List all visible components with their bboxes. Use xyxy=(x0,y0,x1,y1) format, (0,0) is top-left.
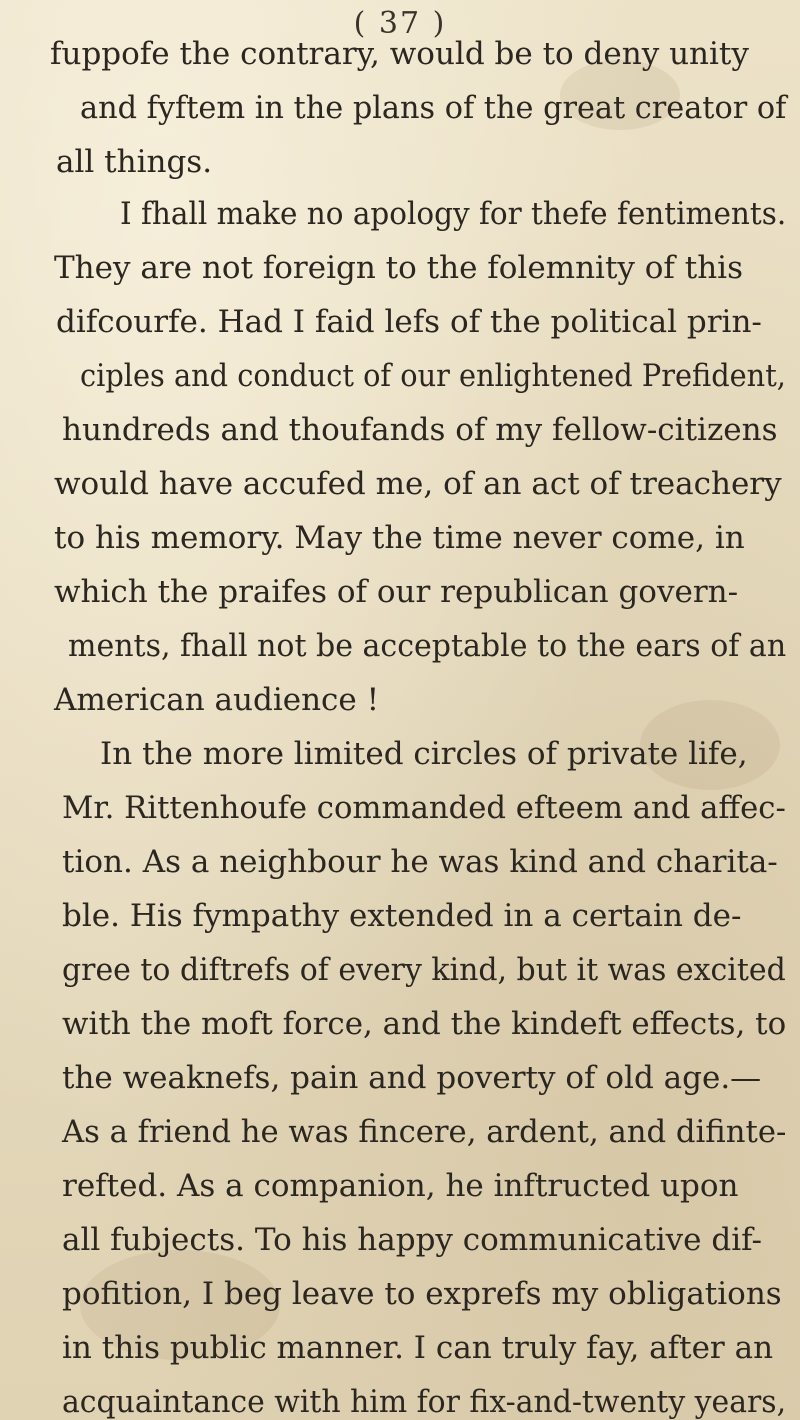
text-line: all fubjects. To his happy communicative dif- xyxy=(62,1222,762,1258)
text-line: ble. His fympathy extended in a certain de- xyxy=(62,898,742,934)
text-line: with the moft force, and the kindeft effects, to xyxy=(62,1006,787,1042)
text-line: to his memory. May the time never come, in xyxy=(54,520,745,556)
text-line: acquaintance with him for fix-and-twenty years, xyxy=(62,1384,787,1420)
text-line: ciples and conduct of our enlightened Prefident, xyxy=(80,358,786,394)
text-line: As a friend he was fincere, ardent, and difinte- xyxy=(62,1114,787,1150)
text-line: the weaknefs, pain and poverty of old age.— xyxy=(62,1060,762,1096)
text-line: I fhall make no apology for thefe fentiments. xyxy=(120,196,787,232)
page-number: ( 37 ) xyxy=(353,6,447,41)
text-line: pofition, I beg leave to exprefs my obligations xyxy=(62,1276,782,1312)
text-line: which the praifes of our republican govern- xyxy=(54,574,739,610)
text-line: all things. xyxy=(56,144,213,180)
text-line: fuppofe the contrary, would be to deny unity xyxy=(50,36,749,72)
text-line: Mr. Rittenhoufe commanded efteem and affec- xyxy=(62,790,786,826)
text-line: would have accufed me, of an act of treachery xyxy=(54,466,782,502)
text-line: difcourfe. Had I faid lefs of the political prin- xyxy=(56,304,762,340)
text-line: ments, fhall not be acceptable to the ears of an xyxy=(68,628,787,664)
text-line: and fyftem in the plans of the great creator of xyxy=(80,90,787,126)
text-line: hundreds and thoufands of my fellow-citizens xyxy=(62,412,778,448)
text-line: refted. As a companion, he inftructed upon xyxy=(62,1168,739,1204)
text-line: in this public manner. I can truly fay, after an xyxy=(62,1330,774,1366)
text-line: gree to diftrefs of every kind, but it was excited xyxy=(62,952,786,988)
text-line: They are not foreign to the folemnity of this xyxy=(54,250,744,286)
text-line: tion. As a neighbour he was kind and charita- xyxy=(62,844,778,880)
text-line: American audience ! xyxy=(54,682,380,718)
text-line: In the more limited circles of private life, xyxy=(100,736,748,772)
